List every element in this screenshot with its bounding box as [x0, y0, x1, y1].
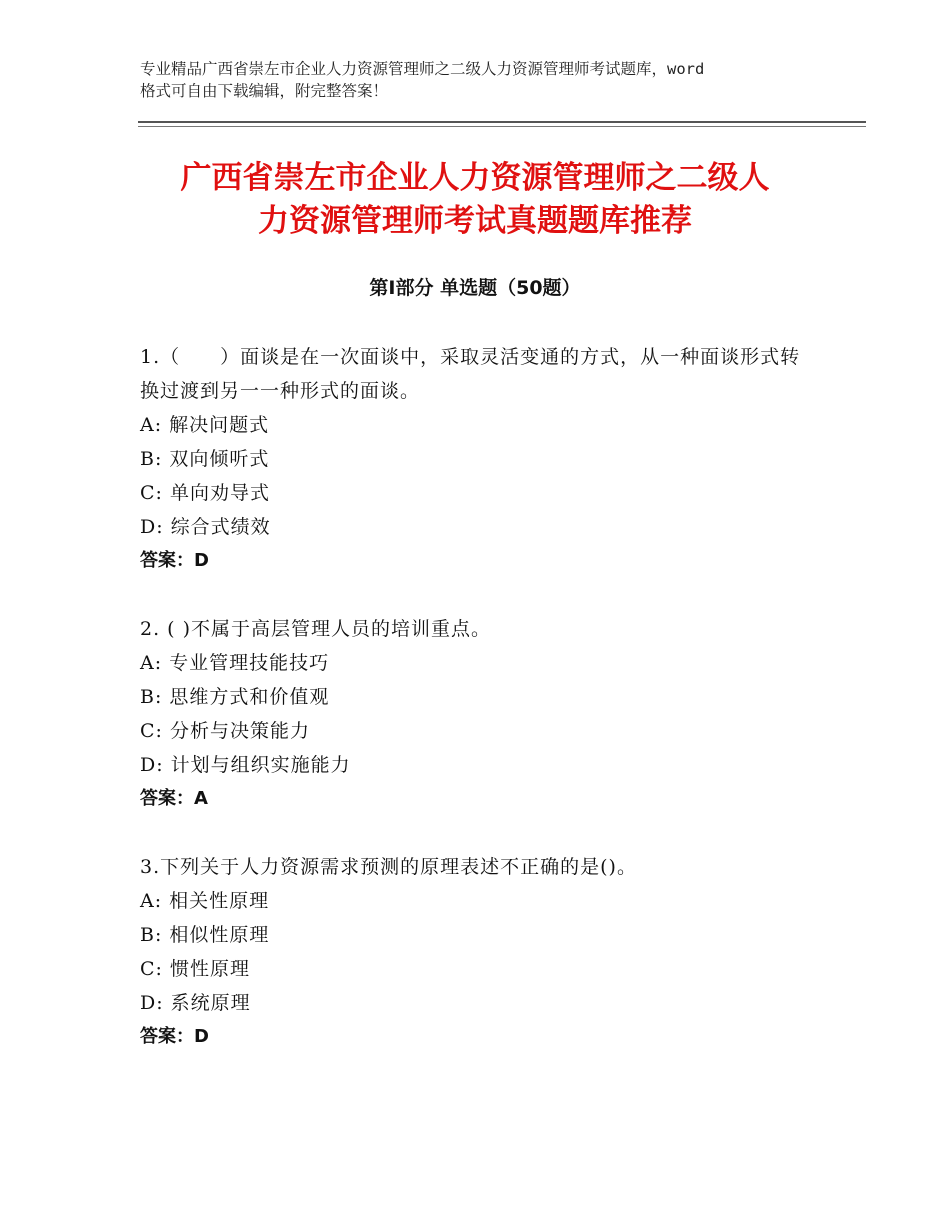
- option-c: C: 惯性原理: [140, 958, 250, 980]
- answer-label: 答案：D: [140, 1026, 209, 1047]
- option-a: A: 专业管理技能技巧: [140, 652, 330, 674]
- question-list: [140, 340, 810, 1088]
- option-a: A: 解决问题式: [140, 414, 270, 436]
- option-d: D: 系统原理: [140, 992, 251, 1014]
- section-title: 第Ⅰ部分 单选题（50题）: [369, 277, 581, 299]
- document-title-line2: 力资源管理师考试真题题库推荐: [258, 203, 692, 239]
- question-1: [140, 340, 810, 578]
- document-title: [120, 157, 830, 243]
- option-d: D: 计划与组织实施能力: [140, 754, 351, 776]
- question-stem: 3.下列关于人力资源需求预测的原理表述不正确的是()。: [140, 856, 637, 878]
- option-d: D: 综合式绩效: [140, 516, 271, 538]
- document-title-line1: 广西省崇左市企业人力资源管理师之二级人: [180, 160, 770, 196]
- question-3: [140, 850, 810, 1054]
- answer-label: 答案：D: [140, 550, 209, 571]
- question-2: [140, 612, 810, 816]
- option-b: B: 思维方式和价值观: [140, 686, 330, 708]
- answer-label: 答案：A: [140, 788, 208, 809]
- option-b: B: 双向倾听式: [140, 448, 270, 470]
- option-b: B: 相似性原理: [140, 924, 270, 946]
- option-c: C: 分析与决策能力: [140, 720, 310, 742]
- header-divider-thin: [138, 126, 866, 127]
- question-stem: 1.（ ）面谈是在一次面谈中，采取灵活变通的方式，从一种面谈形式转换过渡到另一一种形式的面谈。: [140, 346, 801, 402]
- option-c: C: 单向劝导式: [140, 482, 270, 504]
- header-note-line2: 格式可自由下载编辑，附完整答案！: [140, 82, 389, 100]
- header-divider-thick: [138, 121, 866, 123]
- question-stem: 2. ( )不属于高层管理人员的培训重点。: [140, 618, 492, 640]
- header-note: [140, 58, 830, 102]
- header-note-line1: 专业精品广西省崇左市企业人力资源管理师之二级人力资源管理师考试题库，word: [140, 60, 705, 78]
- option-a: A: 相关性原理: [140, 890, 270, 912]
